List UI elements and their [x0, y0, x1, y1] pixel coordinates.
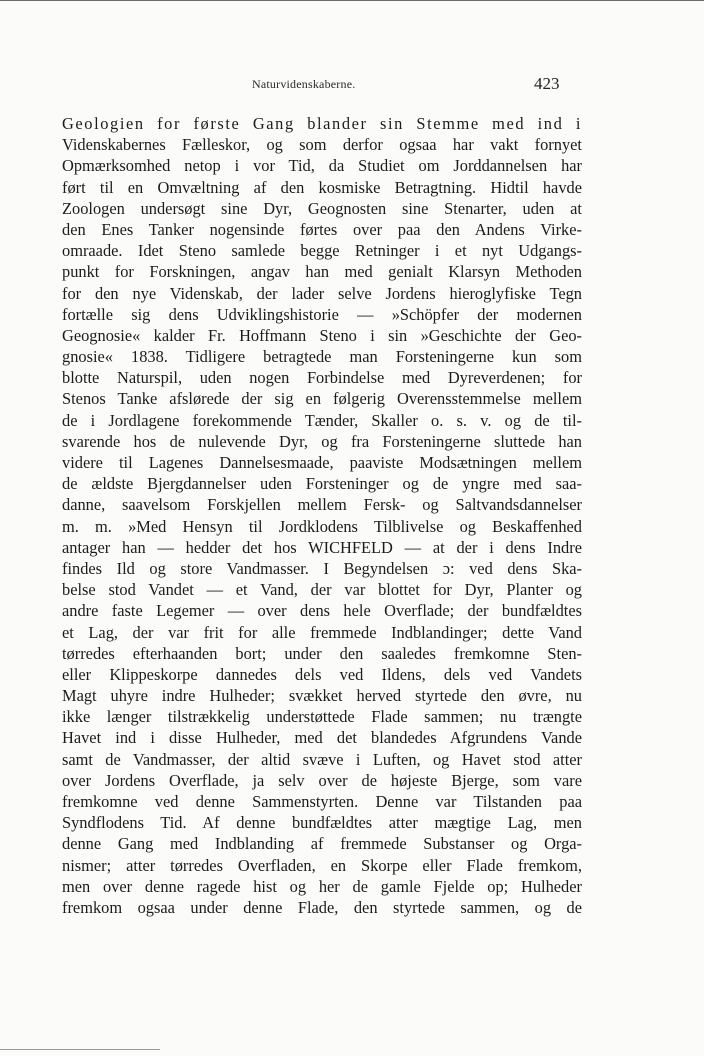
text-line: Stenos Tanke afslørede der sig en følgerig Overensstemmelse mellem	[62, 389, 582, 409]
text-line: et Lag, der var frit for alle fremmede Indblandinger; dette Vand	[62, 622, 582, 642]
text-line: Havet ind i disse Hulheder, med det blandedes Afgrundens Vande	[62, 728, 582, 748]
text-line: fremkom ogsaa under denne Flade, den styrtede sammen, og de	[62, 897, 582, 917]
text-line: gnosie« 1838. Tidligere betragtede man Forsteningerne kun som	[62, 347, 582, 367]
text-line: ført til en Omvæltning af den kosmiske Betragtning. Hidtil havde	[62, 177, 582, 197]
text-line: blotte Naturspil, uden nogen Forbindelse med Dyreverdenen; for	[62, 368, 582, 388]
body-text	[62, 113, 582, 918]
text-line: omraade. Idet Steno samlede begge Retninger i et nyt Udgangs-	[62, 241, 582, 261]
page-number: 423	[534, 74, 560, 93]
text-line: videre til Lagenes Dannelsesmaade, paaviste Modsætningen mellem	[62, 453, 582, 472]
text-line: Syndflodens Tid. Af denne bundfældtes atter mægtige Lag, men	[62, 813, 582, 833]
running-head-title: Naturvidenskaberne.	[252, 77, 356, 91]
text-line: Geologien for første Gang blander sin Stemme med ind i	[62, 114, 582, 133]
text-line: fremkomne ved denne Sammenstyrten. Denne var Tilstanden paa	[62, 792, 582, 811]
text-line: de i Jordlagene forekommende Tænder, Skaller o. s. v. og de til-	[62, 410, 582, 430]
text-line: eller Klippeskorpe dannedes dels ved Ildens, dels ved Vandets	[62, 664, 582, 684]
text-line: findes Ild og store Vandmasser. I Begyndelsen ɔ: ved dens Ska-	[62, 558, 582, 578]
text-line: belse stod Vandet — et Vand, der var blottet for Dyr, Planter og	[62, 580, 582, 600]
text-line: tørredes efterhaanden bort; under den saaledes fremkomne Sten-	[62, 643, 582, 663]
text-line: m. m. »Med Hensyn til Jordklodens Tilblivelse og Beskaffenhed	[62, 516, 582, 536]
text-line: de ældste Bjergdannelser uden Forsteninger og de yngre med saa-	[62, 474, 582, 494]
text-line: svarende hos de nulevende Dyr, og fra Forsteningerne sluttede han	[62, 431, 582, 451]
text-line: nismer; atter tørredes Overfladen, en Skorpe eller Flade fremkom,	[62, 855, 582, 875]
bottom-rule	[0, 1049, 160, 1050]
text-line: Zoologen undersøgt sine Dyr, Geognosten sine Stenarter, uden at	[62, 198, 582, 218]
text-line: samt de Vandmasser, der altid svæve i Luften, og Havet stod atter	[62, 749, 582, 769]
text-line: men over denne ragede hist og her de gamle Fjelde op; Hulheder	[62, 876, 582, 896]
text-line: antager han — hedder det hos WICHFELD — at der i dens Indre	[62, 537, 582, 557]
text-line: for den nye Videnskab, der lader selve Jordens hieroglyfiske Tegn	[62, 283, 582, 303]
text-line: denne Gang med Indblanding af fremmede Substanser og Orga-	[62, 834, 582, 854]
text-line: ikke længer tilstrækkelig understøttede Flade sammen; nu trængte	[62, 707, 582, 727]
text-line: Videnskabernes Fælleskor, og som derfor ogsaa har vakt fornyet	[62, 135, 582, 155]
text-line: Opmærksomhed netop i vor Tid, da Studiet om Jorddannelsen har	[62, 156, 582, 176]
text-line: danne, saavelsom Forskjellen mellem Fersk- og Saltvandsdannelser	[62, 495, 582, 515]
top-rule	[0, 0, 704, 1]
text-line: andre faste Legemer — over dens hele Overflade; der bundfældtes	[62, 601, 582, 621]
text-line: punkt for Forskningen, angav han med genialt Klarsyn Methoden	[62, 262, 582, 282]
text-line: Magt uhyre indre Hulheder; svækket herved styrtede den øvre, nu	[62, 686, 582, 706]
text-line: den Enes Tanker nogensinde førtes over paa den Andens Virke-	[62, 219, 582, 239]
text-line: Geognosie« kalder Fr. Hoffmann Steno i sin »Geschichte der Geo-	[62, 325, 582, 345]
text-line: over Jordens Overflade, ja selv over de højeste Bjerge, som vare	[62, 770, 582, 790]
running-head	[0, 74, 704, 97]
text-line: fortælle sig dens Udviklingshistorie — »Schöpfer der modernen	[62, 304, 582, 324]
